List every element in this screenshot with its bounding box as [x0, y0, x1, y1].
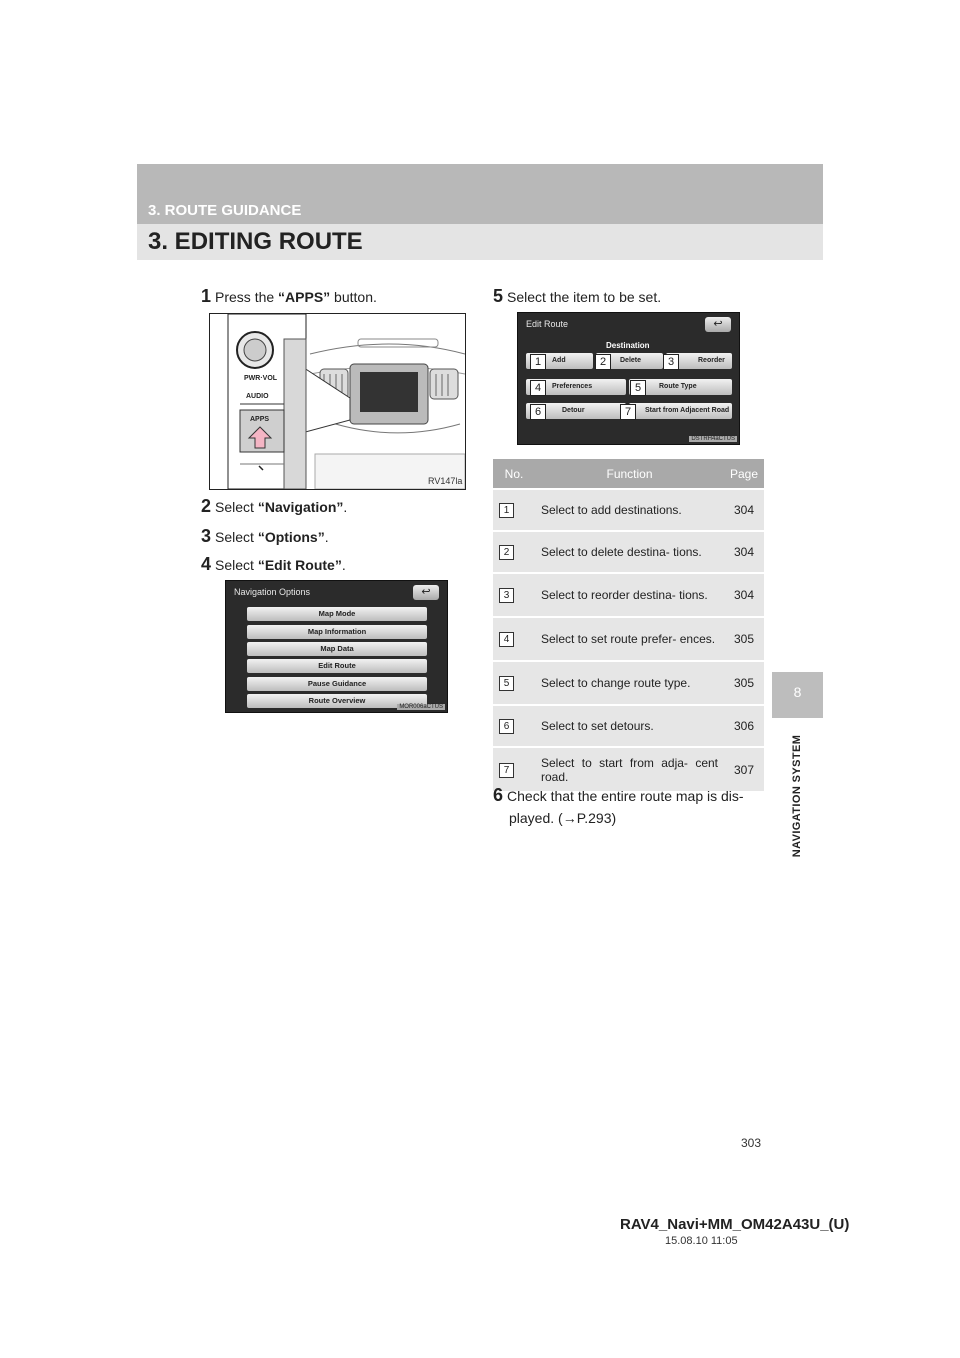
row-page: 304 — [724, 489, 764, 531]
row-number — [493, 531, 535, 573]
column-header-no: No. — [493, 459, 535, 489]
number-marker-4: 4 — [530, 380, 546, 396]
row-number — [493, 617, 535, 661]
row-page: 306 — [724, 705, 764, 747]
document-date: 15.08.10 11:05 — [665, 1235, 738, 1247]
step-number: 6 — [493, 785, 504, 805]
map-data-button[interactable]: Map Data — [247, 642, 427, 656]
button-label: Add — [552, 357, 566, 364]
button-label: Preferences — [552, 383, 593, 390]
console-figure — [209, 313, 466, 490]
edit-route-button[interactable]: Edit Route — [247, 659, 427, 673]
row-number-box: 2 — [499, 545, 514, 560]
step-number: 1 — [201, 286, 212, 306]
step-text-continued: played. (→P.293) — [509, 810, 617, 826]
row-function: Select to change route type. — [535, 661, 724, 705]
row-number-box: 4 — [499, 632, 514, 647]
back-button[interactable]: ↩ — [413, 585, 439, 600]
step-text: Select — [215, 499, 258, 515]
number-marker-5: 5 — [630, 380, 646, 396]
row-page: 304 — [724, 531, 764, 573]
button-label: Delete — [620, 357, 642, 364]
table-row — [493, 573, 764, 617]
number-marker-6: 6 — [530, 404, 546, 420]
row-number-box: 7 — [499, 763, 514, 778]
step-text: Select — [215, 529, 258, 545]
step-text: . — [324, 529, 329, 545]
row-number-box: 5 — [499, 676, 514, 691]
table-row — [493, 489, 764, 531]
number-marker-3: 3 — [663, 354, 679, 370]
map-information-button[interactable]: Map Information — [247, 625, 427, 639]
step-text: button. — [330, 289, 377, 305]
edit-route-screen — [517, 312, 740, 445]
console-illustration — [210, 314, 465, 489]
screen-code: DSTRH4aCTUS — [691, 436, 735, 442]
page-number: 303 — [741, 1136, 762, 1150]
chapter-number: 8 — [793, 684, 802, 700]
chapter-label: NAVIGATION SYSTEM — [791, 734, 803, 858]
table-row — [493, 705, 764, 747]
row-function: Select to set detours. — [535, 705, 724, 747]
step-keyword: “Options” — [257, 529, 325, 545]
step-5 — [493, 286, 661, 307]
column-header-function: Function — [535, 459, 724, 489]
row-number — [493, 705, 535, 747]
step-keyword: “Navigation” — [257, 499, 344, 515]
page-title: 3. EDITING ROUTE — [148, 228, 363, 255]
step-number: 5 — [493, 286, 504, 306]
step-3 — [201, 526, 329, 547]
row-number-box: 1 — [499, 503, 514, 518]
table-header-row — [493, 459, 764, 489]
step-4 — [201, 554, 346, 575]
step-text: Select — [215, 557, 258, 573]
row-function: Select to start from adja- cent road. — [535, 747, 724, 791]
row-page: 307 — [724, 747, 764, 791]
table-row — [493, 531, 764, 573]
table-row — [493, 617, 764, 661]
screen-title: Navigation Options — [234, 587, 311, 597]
step-number: 3 — [201, 526, 212, 546]
map-mode-button[interactable]: Map Mode — [247, 607, 427, 621]
step-6 — [493, 784, 744, 829]
number-marker-1: 1 — [530, 354, 546, 370]
row-number-box: 3 — [499, 588, 514, 603]
step-text: . — [343, 499, 348, 515]
audio-label: AUDIO — [246, 393, 269, 400]
start-from-adjacent-road-button[interactable] — [629, 403, 732, 419]
row-number — [493, 661, 535, 705]
chapter-label-wrap — [786, 722, 808, 870]
button-label: Start from Adjacent Road — [645, 407, 730, 414]
step-text: Press the — [215, 289, 279, 305]
step-keyword: “APPS” — [278, 289, 331, 305]
figure-code: RV147la — [428, 476, 463, 486]
table-row — [493, 661, 764, 705]
row-number — [493, 573, 535, 617]
step-1 — [201, 286, 377, 307]
screen-title: Edit Route — [526, 319, 569, 329]
button-label: Reorder — [698, 357, 725, 364]
row-function: Select to delete destina- tions. — [535, 531, 724, 573]
apps-label: APPS — [250, 416, 270, 423]
step-keyword: “Edit Route” — [257, 557, 342, 573]
step-text: . — [341, 557, 346, 573]
row-page: 305 — [724, 661, 764, 705]
knob-label: PWR·VOL — [244, 375, 278, 382]
button-label: Route Type — [659, 383, 697, 390]
row-page: 305 — [724, 617, 764, 661]
navigation-options-screen — [225, 580, 448, 713]
step-number: 2 — [201, 496, 212, 516]
row-number — [493, 489, 535, 531]
step-text: Check that the entire route map is dis- — [507, 788, 744, 804]
step-number: 4 — [201, 554, 212, 574]
column-header-page: Page — [724, 459, 764, 489]
row-function: Select to set route prefer- ences. — [535, 617, 724, 661]
pause-guidance-button[interactable]: Pause Guidance — [247, 677, 427, 691]
section-label: 3. ROUTE GUIDANCE — [148, 202, 302, 219]
row-page: 304 — [724, 573, 764, 617]
step-2 — [201, 496, 347, 517]
function-table — [493, 459, 764, 791]
row-number-box: 6 — [499, 719, 514, 734]
step-text: Select the item to be set. — [507, 289, 662, 305]
button-label: Detour — [562, 407, 585, 414]
number-marker-2: 2 — [595, 354, 611, 370]
row-function: Select to reorder destina- tions. — [535, 573, 724, 617]
screen-code: MOR006aCTUS — [399, 704, 443, 710]
row-function: Select to add destinations. — [535, 489, 724, 531]
destination-section-label: Destination — [606, 341, 650, 350]
document-code: RAV4_Navi+MM_OM42A43U_(U) — [620, 1216, 850, 1233]
route-overview-button[interactable]: Route Overview — [247, 694, 427, 708]
back-button[interactable]: ↩ — [705, 317, 731, 332]
number-marker-7: 7 — [620, 404, 636, 420]
